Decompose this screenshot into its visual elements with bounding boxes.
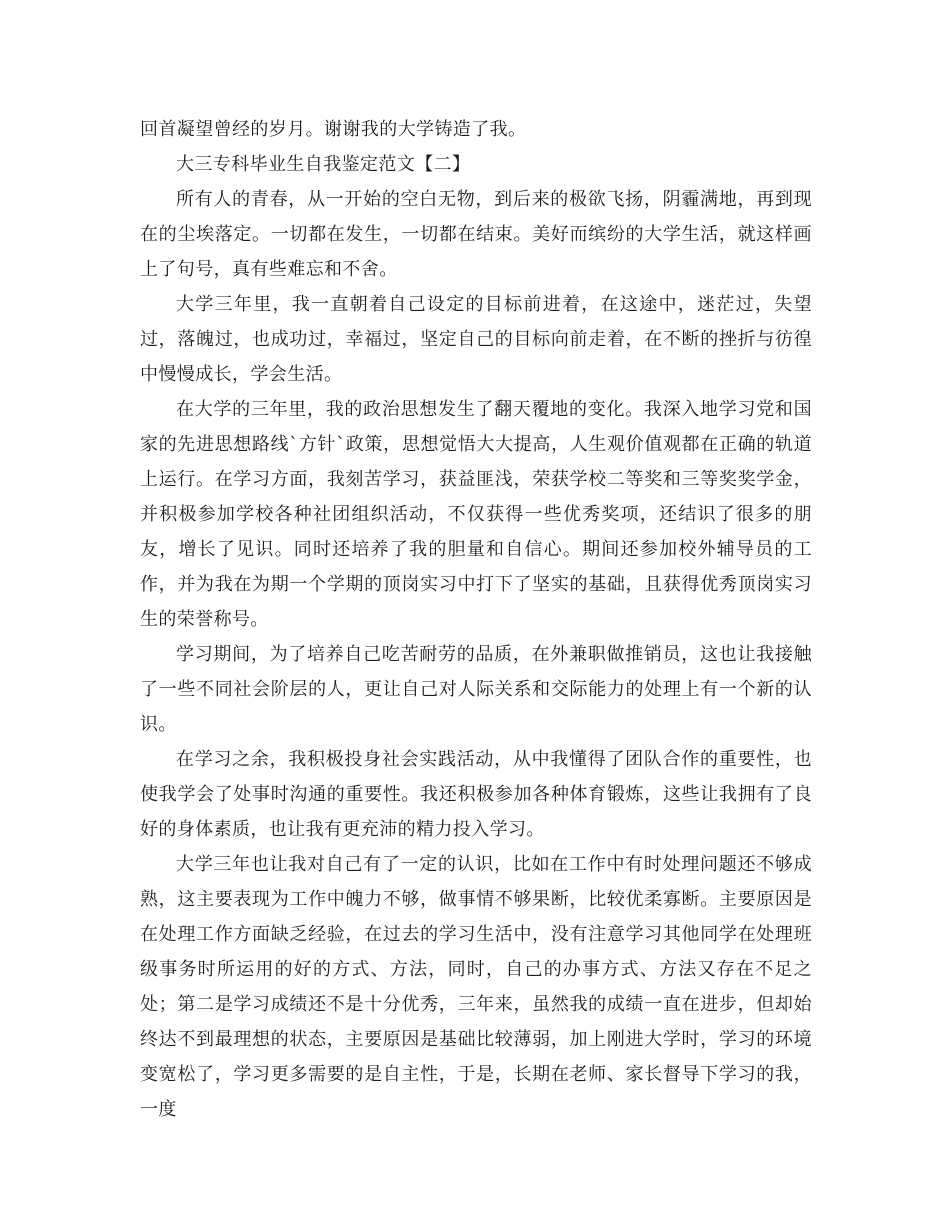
paragraph-part-time-work: 学习期间，为了培养自己吃苦耐劳的品质，在外兼职做推销员，这也让我接触了一些不同社会阶层的人，更让自己对人际关系和交际能力的处理上有一个新的认识。 [140,644,812,735]
paragraph-political-thought: 在大学的三年里，我的政治思想发生了翻天覆地的变化。我深入地学习党和国家的先进思想路线`方针`政策，思想觉悟大大提高，人生观价值观都在正确的轨道上运行。在学习方面，我刻苦学习，获益匪浅，荣获学校二等奖和三等奖奖学金，并积极参加学校各种社团组织活动，不仅获得一些优秀奖项，还结识了很多的朋友，增长了见识。同时还培养了我的胆量和自信心。期间还参加校外辅导员的工作，并为我在为期一个学期的顶岗实习中打下了坚实的基础，且获得优秀顶岗实习生的荣誉称号。 [140,399,812,630]
paragraph-youth: 所有人的青春，从一开始的空白无物，到后来的极欲飞扬，阴霾满地，再到现在的尘埃落定。一切都在发生，一切都在结束。美好而缤纷的大学生活，就这样画上了句号，真有些难忘和不舍。 [140,189,812,280]
paragraph-social-practice: 在学习之余，我积极投身社会实践活动，从中我懂得了团队合作的重要性，也使我学会了处事时沟通的重要性。我还积极参加各种体育锻炼，这些让我拥有了良好的身体素质，也让我有更充沛的精力投入学习。 [140,749,812,840]
paragraph-closing-line: 回首凝望曾经的岁月。谢谢我的大学铸造了我。 [140,119,527,140]
paragraph-three-years-goals: 大学三年里，我一直朝着自己设定的目标前进着，在这途中，迷茫过，失望过，落魄过，也成功过，幸福过，坚定自己的目标向前走着，在不断的挫折与彷徨中慢慢成长，学会生活。 [140,294,812,385]
paragraph-self-awareness: 大学三年也让我对自己有了一定的认识，比如在工作中有时处理问题还不够成熟，这主要表现为工作中魄力不够，做事情不够果断，比较优柔寡断。主要原因是在处理工作方面缺乏经验，在过去的学习生活中，没有注意学习其他同学在处理班级事务时所运用的好的方式、方法，同时，自己的办事方式、方法又存在不足之处；第二是学习成绩还不是十分优秀，三年来，虽然我的成绩一直在进步，但却始终达不到最理想的状态，主要原因是基础比较薄弱，加上刚进大学时，学习的环境变宽松了，学习更多需要的是自主性，于是，长期在老师、家长督导下学习的我，一度 [140,854,812,1120]
section-heading: 大三专科毕业生自我鉴定范文【二】 [176,154,471,175]
